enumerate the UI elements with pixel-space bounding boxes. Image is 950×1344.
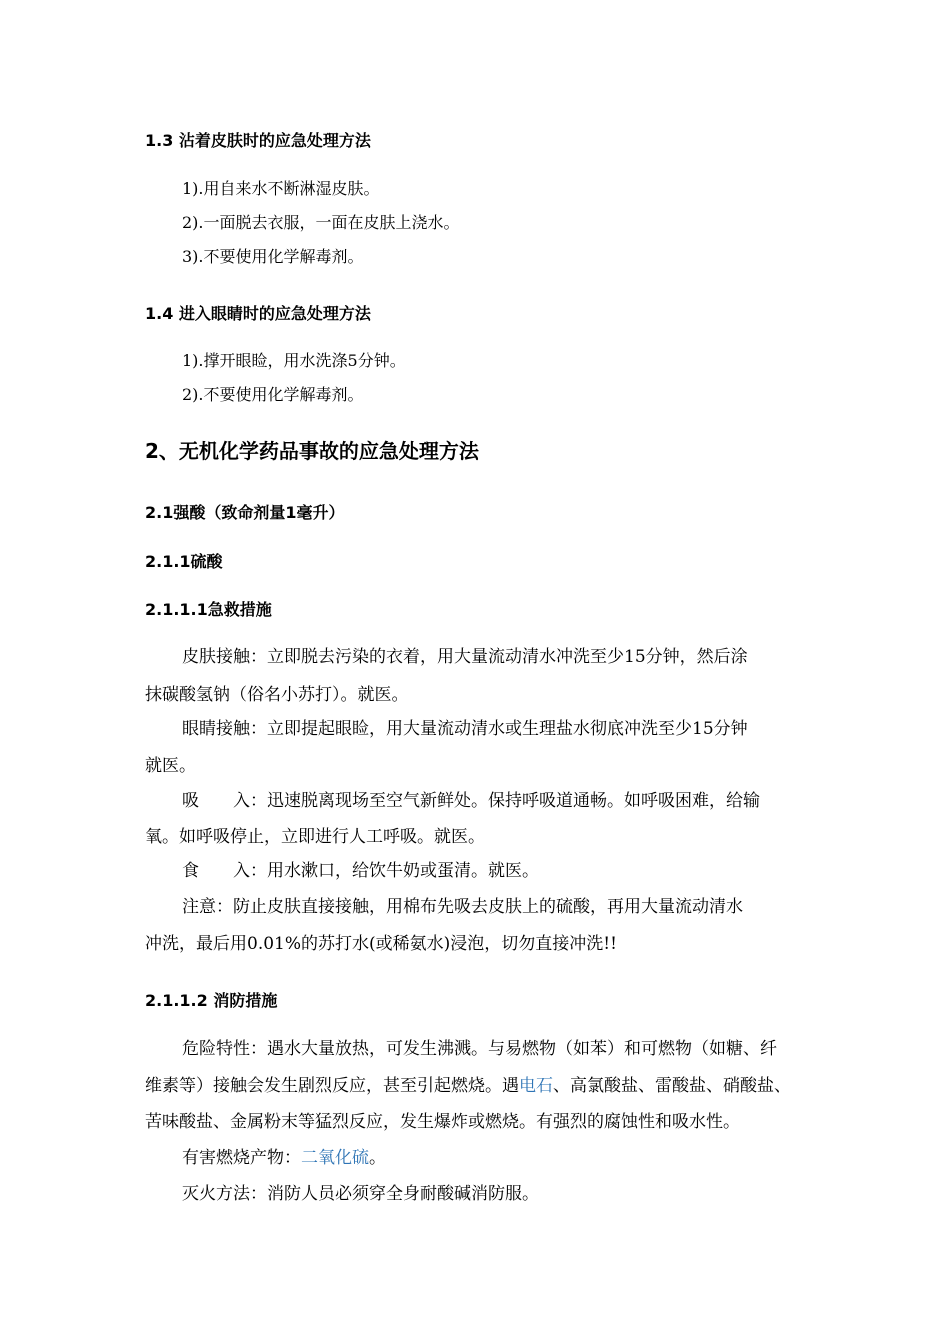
note-text-cont: 冲洗，最后用0.01%的苏打水(或稀氨水)浸泡，切勿直接冲洗!! bbox=[145, 934, 617, 954]
list-item: 2).一面脱去衣服，一面在皮肤上浇水。 bbox=[182, 213, 460, 232]
list-item: 3).不要使用化学解毒剂。 bbox=[182, 247, 364, 266]
section-1-3-heading: 1.3 沾着皮肤时的应急处理方法 bbox=[145, 131, 371, 150]
products-end: 。 bbox=[369, 1148, 386, 1168]
section-2-1-1-heading: 2.1.1硫酸 bbox=[145, 552, 223, 571]
section-2-1-heading: 2.1强酸（致命剂量1毫升） bbox=[145, 503, 345, 522]
list-item: 2).不要使用化学解毒剂。 bbox=[182, 385, 364, 404]
list-item: 1).撑开眼睑，用水洗涤5分钟。 bbox=[182, 351, 406, 370]
hazard-text: 危险特性：遇水大量放热，可发生沸溅。与易燃物（如苯）和可燃物（如糖、纤 bbox=[182, 1039, 777, 1059]
hazard-text-end: 苦味酸盐、金属粉末等猛烈反应，发生爆炸或燃烧。有强烈的腐蚀性和吸水性。 bbox=[145, 1112, 740, 1132]
inhalation-text-cont: 氧。如呼吸停止，立即进行人工呼吸。就医。 bbox=[145, 827, 485, 847]
list-item: 1).用自来水不断淋湿皮肤。 bbox=[182, 179, 380, 198]
skin-contact-text: 皮肤接触：立即脱去污染的衣着，用大量流动清水冲洗至少15分钟，然后涂 bbox=[182, 647, 748, 667]
eye-contact-text: 眼睛接触：立即提起眼睑，用大量流动清水或生理盐水彻底冲洗至少15分钟 bbox=[182, 719, 748, 739]
products-label: 有害燃烧产物： bbox=[182, 1148, 301, 1168]
eye-contact-text-cont: 就医。 bbox=[145, 756, 196, 776]
hazard-text-pre: 维素等）接触会发生剧烈反应，甚至引起燃烧。遇 bbox=[145, 1076, 519, 1096]
note-text: 注意：防止皮肤直接接触，用棉布先吸去皮肤上的硫酸，再用大量流动清水 bbox=[182, 897, 743, 917]
section-2-heading: 2、无机化学药品事故的应急处理方法 bbox=[145, 439, 479, 463]
inhalation-text: 吸 入：迅速脱离现场至空气新鲜处。保持呼吸道通畅。如呼吸困难，给输 bbox=[182, 791, 760, 811]
extinguish-method-text: 灭火方法：消防人员必须穿全身耐酸碱消防服。 bbox=[182, 1184, 539, 1204]
ingestion-text: 食 入：用水漱口，给饮牛奶或蛋清。就医。 bbox=[182, 861, 539, 881]
hazard-text-post: 、高氯酸盐、雷酸盐、硝酸盐、 bbox=[553, 1076, 791, 1096]
skin-contact-text-cont: 抹碳酸氢钠（俗名小苏打）。就医。 bbox=[145, 685, 409, 705]
section-2-1-1-1-heading: 2.1.1.1急救措施 bbox=[145, 600, 272, 619]
section-1-4-heading: 1.4 进入眼睛时的应急处理方法 bbox=[145, 304, 371, 323]
calcium-carbide-link[interactable]: 电石 bbox=[519, 1076, 553, 1096]
combustion-products-text bbox=[182, 1143, 386, 1168]
hazard-text-cont bbox=[145, 1071, 791, 1096]
section-2-1-1-2-heading: 2.1.1.2 消防措施 bbox=[145, 991, 278, 1010]
sulfur-dioxide-link[interactable]: 二氧化硫 bbox=[301, 1148, 369, 1168]
